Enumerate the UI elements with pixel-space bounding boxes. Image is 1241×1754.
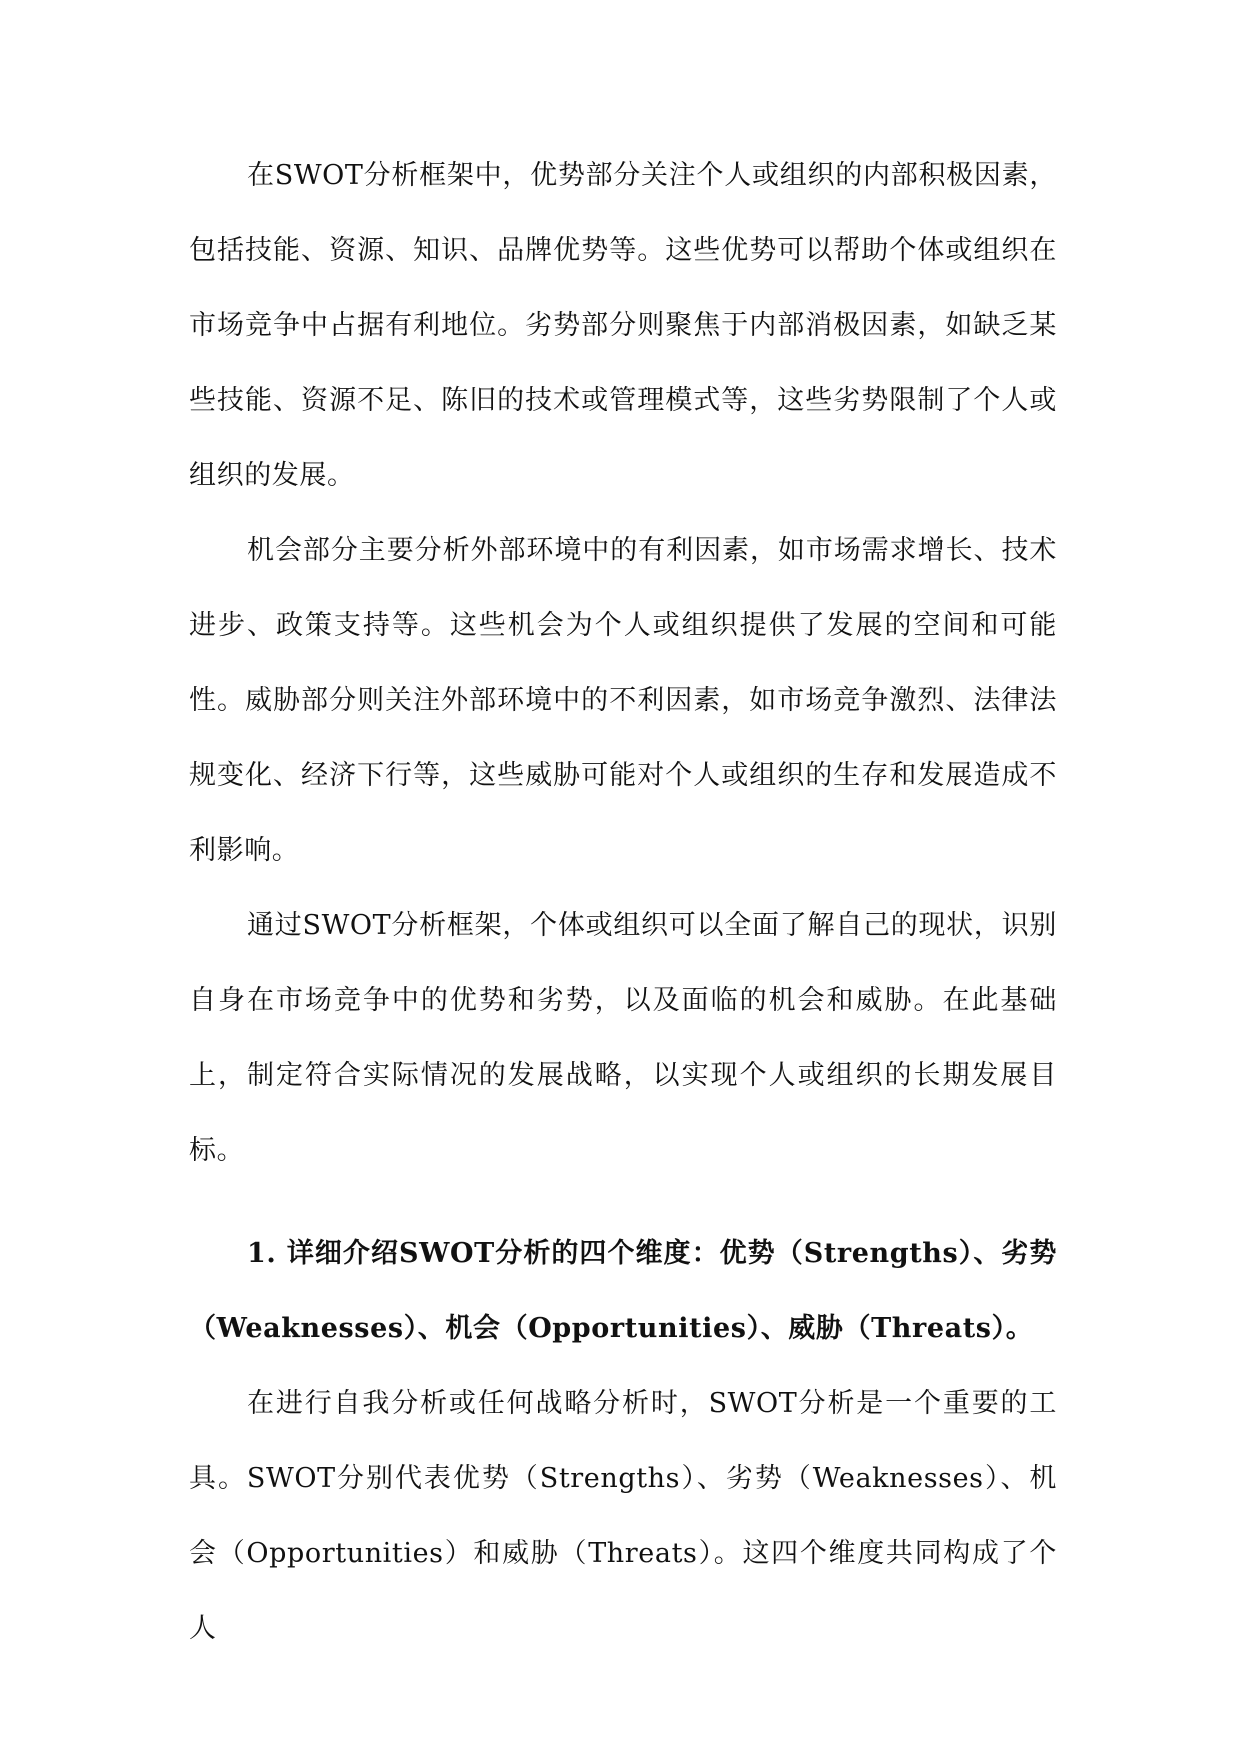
paragraph-swot-summary: 通过SWOT分析框架，个体或组织可以全面了解自己的现状，识别自身在市场竞争中的优势和劣势，以及面临的机会和威胁。在此基础上，制定符合实际情况的发展战略，以实现个人或组织的长期发展目标。 [189, 910, 1057, 1166]
document-body [189, 138, 1057, 1666]
paragraph-swot-intro: 在进行自我分析或任何战略分析时，SWOT分析是一个重要的工具。SWOT分别代表优势（Strengths）、劣势（Weaknesses）、机会（Opportunities）和威胁（Threats）。这四个维度共同构成了个人 [189, 1388, 1057, 1644]
section-heading: 1. 详细介绍SWOT分析的四个维度：优势（Strengths）、劣势（Weaknesses）、机会（Opportunities）、威胁（Threats）。 [189, 1238, 1057, 1344]
paragraph-strengths-weaknesses: 在SWOT分析框架中，优势部分关注个人或组织的内部积极因素，包括技能、资源、知识、品牌优势等。这些优势可以帮助个体或组织在市场竞争中占据有利地位。劣势部分则聚焦于内部消极因素，如缺乏某些技能、资源不足、陈旧的技术或管理模式等，这些劣势限制了个人或组织的发展。 [189, 160, 1057, 491]
paragraph-opportunities-threats: 机会部分主要分析外部环境中的有利因素，如市场需求增长、技术进步、政策支持等。这些机会为个人或组织提供了发展的空间和可能性。威胁部分则关注外部环境中的不利因素，如市场竞争激烈、法律法规变化、经济下行等，这些威胁可能对个人或组织的生存和发展造成不利影响。 [189, 535, 1057, 866]
